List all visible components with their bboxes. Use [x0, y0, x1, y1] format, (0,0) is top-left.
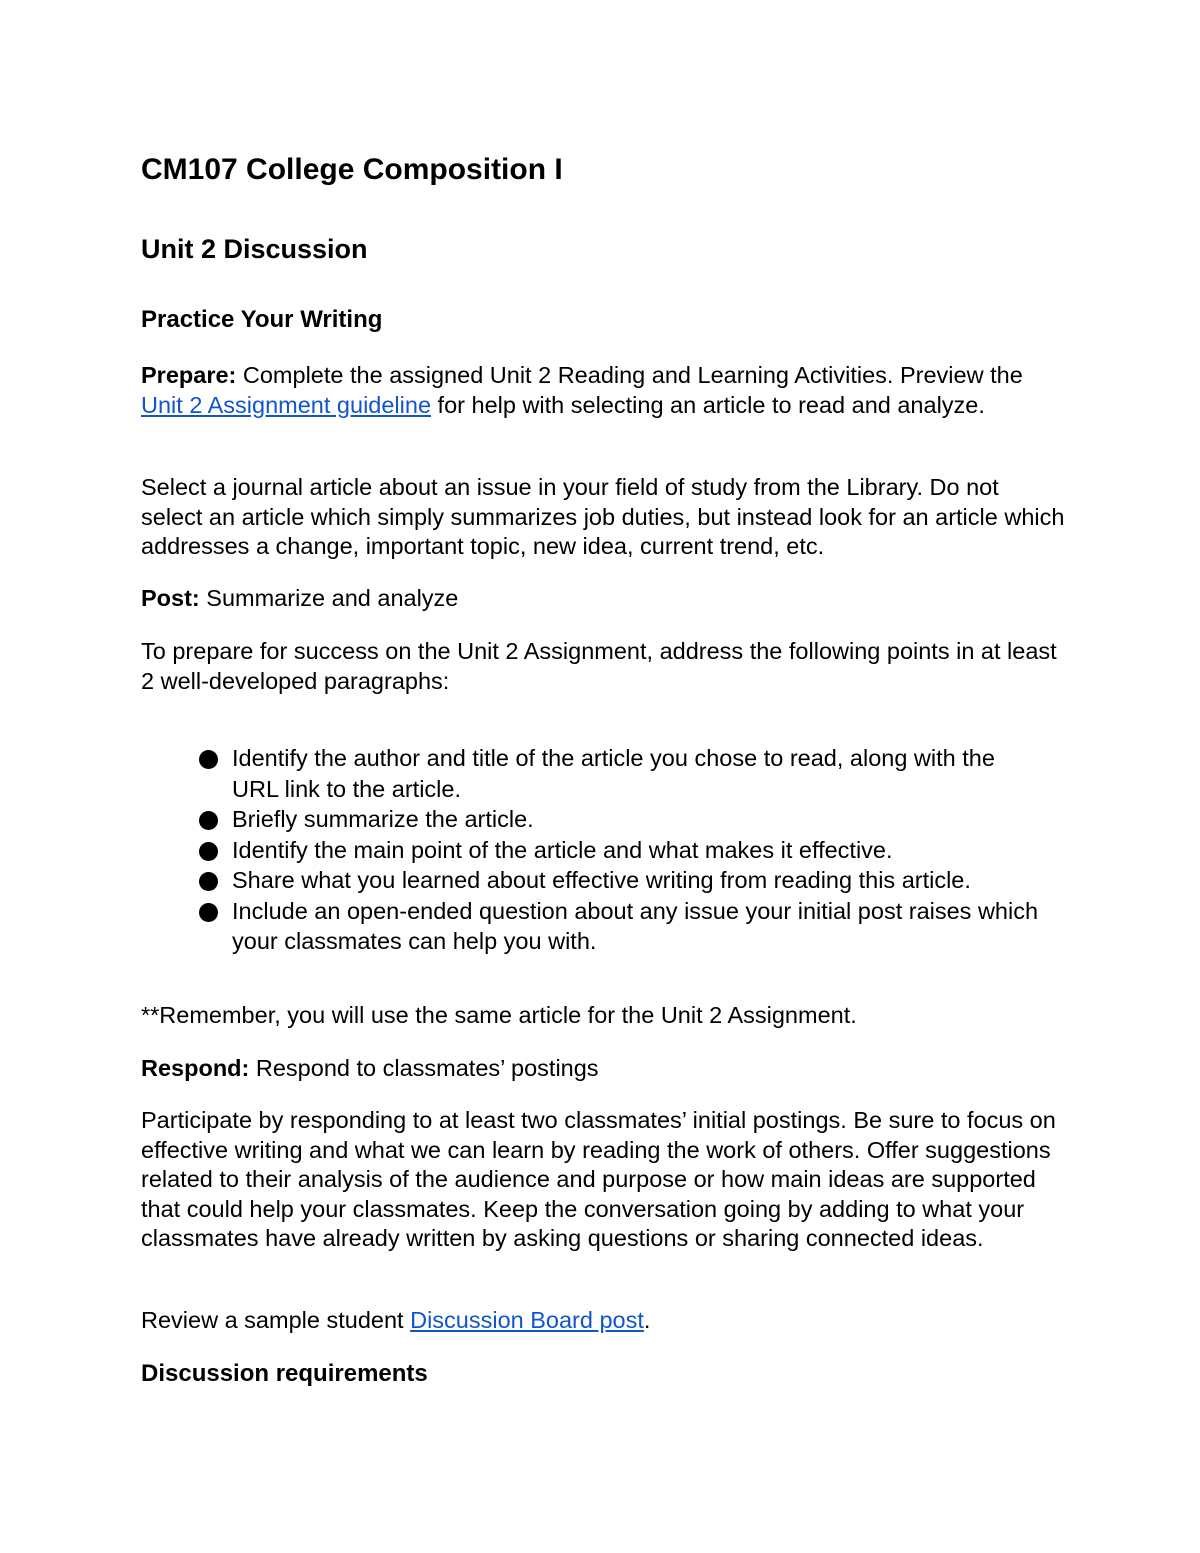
- prepare-paragraph: [141, 361, 1066, 420]
- select-article-paragraph: Select a journal article about an issue in your field of study from the Library. Do not select an article which simply summarizes job duties, but instead look for an article which addresses a change, important topic, new idea, current trend, etc.: [141, 474, 1065, 559]
- requirements-heading: Discussion requirements: [141, 1360, 428, 1387]
- respond-paragraph: [141, 1054, 1066, 1084]
- post-label: Post:: [141, 585, 200, 611]
- list-item-text: Identify the author and title of the article you chose to read, along with the URL link to the article.: [232, 745, 995, 802]
- unit-2-assignment-guideline-link[interactable]: Unit 2 Assignment guideline: [141, 391, 432, 418]
- list-item: [199, 896, 1039, 957]
- section-heading: Practice Your Writing: [141, 306, 383, 333]
- bullet-icon: [199, 750, 218, 769]
- bullet-icon: [199, 903, 218, 922]
- document-page: [141, 0, 1071, 1553]
- respond-label: Respond:: [141, 1055, 250, 1081]
- prepare-success-paragraph: To prepare for success on the Unit 2 Assignment, address the following points in at least 2 well-developed paragraphs:: [141, 638, 1057, 694]
- review-text-1: Review a sample student: [141, 1307, 411, 1333]
- respond-text: Respond to classmates’ postings: [249, 1055, 599, 1081]
- bullet-icon: [199, 811, 218, 830]
- points-list: [199, 743, 1039, 957]
- post-paragraph: [141, 584, 1066, 614]
- document-title: CM107 College Composition I: [141, 153, 563, 186]
- list-item: [199, 865, 1039, 896]
- prepare-label: Prepare:: [141, 362, 237, 388]
- remember-note: **Remember, you will use the same article for the Unit 2 Assignment.: [141, 1002, 857, 1028]
- list-item-text: Include an open-ended question about any issue your initial post raises which your classmates can help you with.: [232, 897, 1039, 954]
- list-item: [199, 743, 1039, 804]
- bullet-icon: [199, 842, 218, 861]
- review-paragraph: [141, 1306, 1066, 1336]
- unit-heading: Unit 2 Discussion: [141, 234, 368, 264]
- post-text: Summarize and analyze: [199, 585, 459, 611]
- list-item-text: Share what you learned about effective writing from reading this article.: [232, 867, 971, 893]
- prepare-text-1: Complete the assigned Unit 2 Reading and Learning Activities. Preview the: [236, 362, 1023, 388]
- list-item-text: Briefly summarize the article.: [232, 806, 534, 832]
- discussion-board-post-link[interactable]: Discussion Board post: [410, 1307, 644, 1333]
- review-text-2: .: [643, 1307, 651, 1333]
- list-item: [199, 835, 1039, 866]
- list-item-text: Identify the main point of the article and what makes it effective.: [232, 836, 893, 863]
- prepare-text-2: for help with selecting an article to read and analyze.: [431, 391, 985, 418]
- list-item: [199, 804, 1039, 835]
- participate-paragraph: Participate by responding to at least two classmates’ initial postings. Be sure to focus on effective writing and what we can learn by reading the work of others. Offer suggestions related to their analysis of the audience and purpose or how main ideas are supported that could help your classmates. Keep the conversation going by adding to what your classmates have already written by asking questions or sharing connected ideas.: [141, 1107, 1056, 1251]
- bullet-icon: [199, 872, 218, 891]
